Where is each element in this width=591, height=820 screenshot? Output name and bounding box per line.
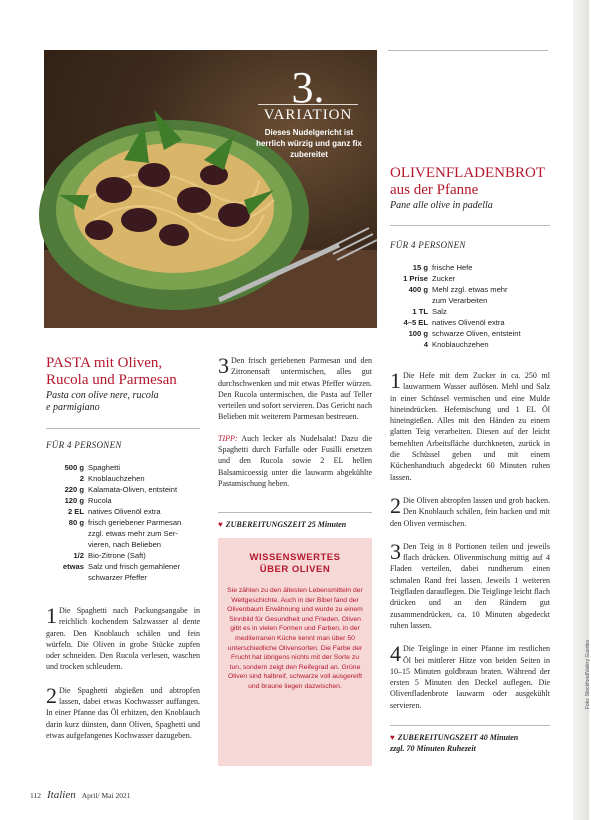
ingredient-row [390,328,560,339]
ingredient-row [46,561,206,572]
ingredient-row [390,284,560,295]
ingredient-quantity: 120 g [64,496,84,505]
variation-number: 3. [291,63,325,112]
ingredient-name: zum Verarbeiten [432,296,488,305]
photo-credit: Foto: Stockfood/Valéry Guedes [585,640,591,710]
ingredient-row [390,295,560,306]
recipe2-title-line2: aus der Pfanne [390,182,479,198]
variation-subtitle: Dieses Nudelgericht ist herrlich würzig und ganz fix zubereitet [256,128,362,159]
ingredient-row [46,539,206,550]
step-number: 4 [390,641,401,667]
ingredient-row [390,317,560,328]
ingredient-row [390,262,560,273]
heart-icon: ♥ [218,520,223,529]
magazine-logo: Italien [46,789,76,801]
recipe1-steps-col2 [218,355,372,489]
recipe1-time-rule [218,512,372,513]
ingredient-quantity [46,539,84,550]
recipe1-title-line2: Rucola und Parmesan [46,372,177,388]
step-text: Die Oliven abtropfen lassen und grob hacken. Den Knoblauch schälen, fein hacken und mit den Oliven vermischen. [390,495,550,528]
step-text: Die Teiglinge in einer Pfanne im restlichen Öl bei mittlerer Hitze von beiden Seiten in 10–15 Minuten goldbraun braten. Während der ersten 5 Minuten den Deckel auflegen. Die Olivenfladenbrote lauwarm oder ausgekühlt servieren. [390,644,550,710]
info-box [218,538,372,766]
ingredient-name: Salz [432,307,447,316]
ingredient-row [46,528,206,539]
recipe1-subtitle-line2: e parmigiano [46,402,100,413]
recipe2-serves: FÜR 4 PERSONEN [390,240,466,250]
ingredient-quantity: 80 g [68,518,84,527]
ingredient-row [46,484,206,495]
ingredient-name: Rucola [88,496,112,505]
recipe2-ingredients [390,262,560,350]
step-number: 2 [46,682,57,708]
recipe1-step-2 [46,682,200,741]
step-text: Den Teig in 8 Portionen teilen und jeweils flach drücken. Olivenmischung mittig auf 4 Fladen verteilen, dabei rundherum einen schmalen Rand frei lassen. Jeweils 1 weiteren Teigfladen darauflegen. Die Teiglinge leicht flach drücken und an den Rändern gut zusammendrücken, ca. 10 Minuten abgedeckt ruhen lassen. [390,541,550,630]
recipe1-time [218,519,346,530]
ingredient-quantity [46,528,84,539]
step-number: 1 [46,603,57,628]
recipe1-time-text: ZUBEREITUNGSZEIT 25 Minuten [225,520,347,529]
info-box-title [226,552,364,576]
recipe1-step-1 [46,605,200,673]
recipe2-time [390,732,518,754]
step-number: 3 [218,353,229,378]
recipe2-rule [390,225,550,226]
page-number: 112 [30,791,41,800]
recipe1-title-line1: PASTA mit Oliven, [46,355,163,371]
ingredient-quantity [46,572,84,583]
step-number: 1 [390,368,401,393]
recipe2-step-2 [390,492,550,529]
ingredient-name: Spaghetti [88,463,121,472]
recipe2-time-line2: zzgl. 70 Minuten Ruhezeit [390,744,476,753]
ingredient-quantity: 2 EL [67,507,84,516]
recipe2-step-3 [390,538,550,631]
info-box-title-line2: ÜBER OLIVEN [259,564,331,575]
ingredient-row [46,462,206,473]
issue-date: April/ Mai 2021 [81,791,131,800]
ingredient-quantity: 100 g [408,329,428,338]
ingredient-name: schwarzer Pfeffer [88,573,147,582]
ingredient-row [390,306,560,317]
ingredient-row [46,572,206,583]
recipe1-step-3 [218,355,372,423]
ingredient-row [390,273,560,284]
ingredient-name: Salz und frisch gemahlener [88,562,181,571]
ingredient-name: Knoblauchzehen [432,340,489,349]
ingredient-row [46,495,206,506]
ingredient-row [46,517,206,528]
ingredient-quantity: 1 TL [412,307,428,316]
recipe2-step-1 [390,370,550,483]
step-text: Die Hefe mit dem Zucker in ca. 250 ml lauwarmem Wasser auflösen. Mehl und Salz in einer Schüssel vermischen und eine Mulde hineindrücken. Hefemischung und 1 EL Öl hineingießen. Alles mit den Händen zu einem glatten Teig verarbeiten. Diesen auf der leicht bemehlten Arbeitsfläche durchkneten, zurück in die Schüssel geben und mit einem Küchenhandtuch abgedeckt 60 Minuten ruhen lassen. [390,371,550,482]
step-text: Die Spaghetti abgießen und abtropfen lassen, dabei etwas Kochwasser auffangen. In einer Pfanne das Öl erhitzen, den Knoblauch darin kurz dünsten, dann Oliven, Spaghetti und etwas aufgefangenes Kochwasser dazugeben. [46,685,200,740]
ingredient-name: schwarze Oliven, entsteint [432,329,521,338]
recipe1-rule [46,428,200,429]
top-rule-right [388,50,548,51]
info-box-title-line1: WISSENSWERTES [249,552,341,563]
ingredient-quantity: 4–5 EL [403,318,428,327]
recipe2-title-line1: OLIVENFLADENBROT [390,165,545,181]
recipe1-tip [218,433,372,489]
ingredient-name: natives Olivenöl extra [432,318,505,327]
ingredient-quantity: 1/2 [73,551,84,560]
ingredient-quantity: 15 g [412,263,428,272]
ingredient-row [46,473,206,484]
ingredient-name: Kalamata-Oliven, entsteint [88,485,178,494]
recipe1-ingredients [46,462,206,583]
variation-label: VARIATION [258,104,358,124]
step-number: 3 [390,538,401,564]
ingredient-quantity: 500 g [64,463,84,472]
ingredient-name: natives Olivenöl extra [88,507,161,516]
recipe1-steps-col1 [46,605,200,741]
ingredient-quantity [390,295,428,306]
recipe2-title [390,165,545,199]
ingredient-name: Zucker [432,274,456,283]
page-footer [30,789,130,801]
ingredient-name: frische Hefe [432,263,473,272]
recipe2-steps [390,370,550,711]
recipe2-subtitle: Pane alle olive in padella [390,200,493,211]
heart-icon: ♥ [390,733,395,742]
step-text: Die Spaghetti nach Packungsangabe in reichlich kochendem Salzwasser al dente garen. Den Knoblauch schälen und fein würfeln. Die Oliven in grobe Stücke zupfen oder schneiden. Den Rucola verlesen, waschen und trocken schleudern. [46,606,200,672]
ingredient-quantity: 2 [79,474,84,483]
ingredient-name: Knoblauchzehen [88,474,145,483]
recipe2-time-rule [390,725,550,726]
ingredient-quantity: 220 g [64,485,84,494]
info-box-text: Sie zählen zu den ältesten Lebensmitteln der Weltgeschichte. Auch in der Bibel fand der Olivenbaum Erwähnung und wurde zu einem Sinnbild für Gesundheit und Frieden. Oliven gibt es in vielen Formen und Farben, in der mediterranen Küche kennt man über 50 unterschiedliche Olivensorten. Die Farbe der Frucht hat übrigens nichts mit der Sorte zu tun, sondern zeigt den Reifegrad an. Grüne Oliven sind halbreif, schwarze voll ausgereift und braune liegen dazwischen. [227,587,363,690]
ingredient-quantity: 1 Prise [403,274,428,283]
ingredient-name: zzgl. etwas mehr zum Ser- [88,529,178,538]
ingredient-row [390,339,560,350]
recipe2-step-4 [390,643,550,711]
ingredient-name: Mehl zzgl. etwas mehr [432,285,508,294]
ingredient-quantity: 400 g [408,285,428,294]
recipe2-time-line1: ZUBEREITUNGSZEIT 40 Minuten [397,733,519,742]
recipe1-subtitle-line1: Pasta con olive nere, rucola [46,390,159,401]
ingredient-name: Bio-Zitrone (Saft) [88,551,146,560]
ingredient-quantity: etwas [62,562,84,571]
ingredient-row [46,550,206,561]
ingredient-name: frisch geriebener Parmesan [88,518,182,527]
tip-text: Auch lecker als Nudelsalat! Dazu die Spaghetti durch Farfalle oder Fusilli ersetzen und den Rucola sowie 2 EL hellen Balsamicoessig unter die lauwarm abgekühlte Pastamischung heben. [218,433,372,488]
ingredient-row [46,506,206,517]
ingredient-name: vieren, nach Belieben [88,540,162,549]
recipe1-subtitle [46,390,159,414]
recipe1-title [46,355,177,389]
ingredient-quantity: 4 [423,340,428,349]
step-number: 2 [390,492,401,518]
recipe1-serves: FÜR 4 PERSONEN [46,440,122,450]
step-text: Den frisch geriebenen Parmesan und den Zitronensaft untermischen, alles gut durchschwenken und mit etwas Pfeffer würzen. Den Rucola untermischen, die Pasta auf Teller verteilen und sofort servieren. Das Gericht nach Belieben mit weiterem Parmesan bestreuen. [218,356,372,422]
tip-label: TIPP: [218,433,238,443]
